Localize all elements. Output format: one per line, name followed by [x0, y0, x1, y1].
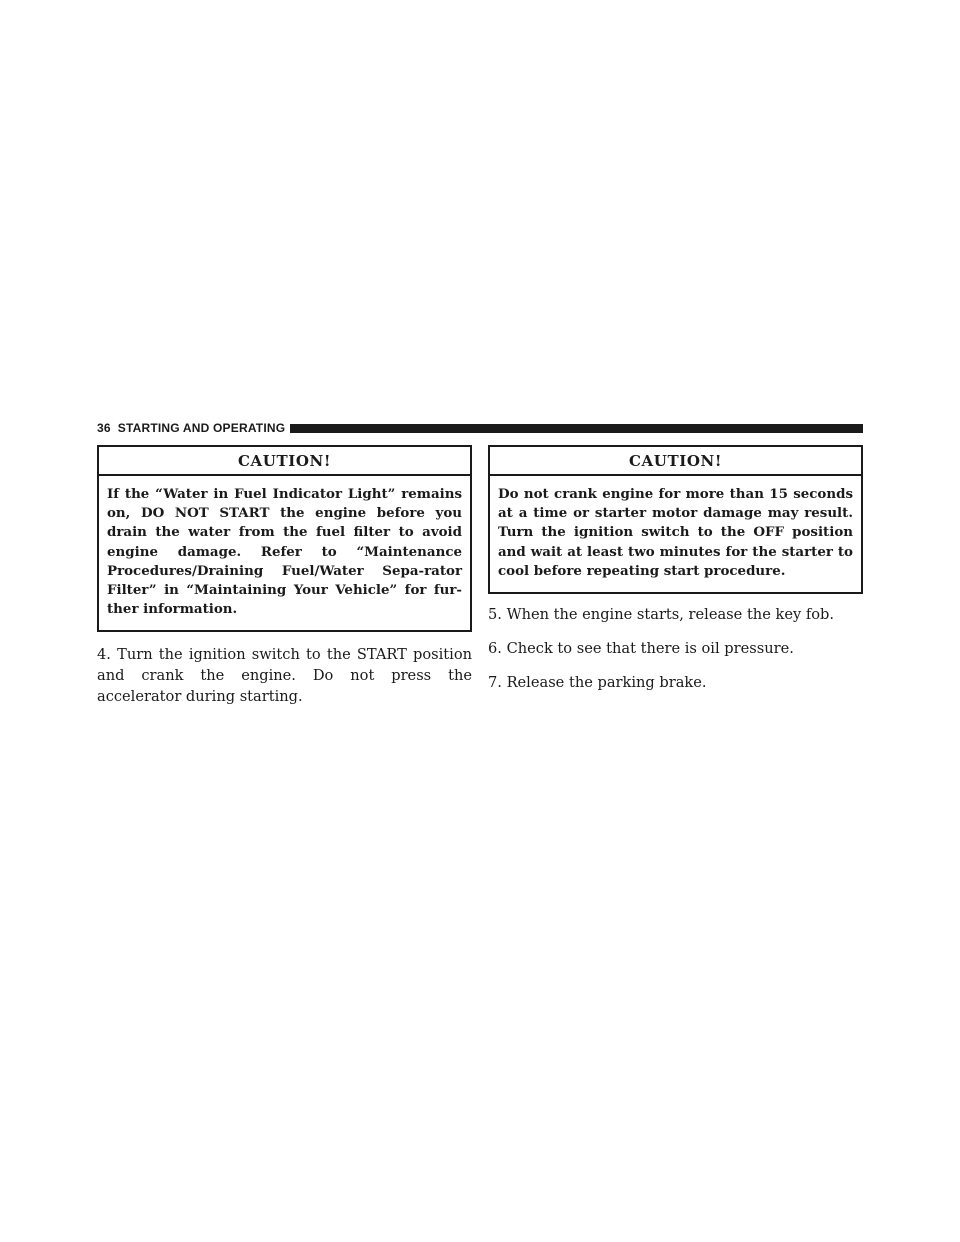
page-number: 36 [97, 421, 111, 435]
left-column [97, 445, 472, 707]
right-column [488, 445, 863, 693]
page-header [97, 419, 863, 437]
step-7-text: 7. Release the parking brake. [488, 674, 707, 692]
caution-title: CAUTION! [490, 447, 861, 476]
header-rule [290, 424, 863, 433]
caution-title: CAUTION! [99, 447, 470, 476]
caution-text: Do not crank engine for more than 15 seconds at a time or starter motor damage may result. Turn the ignition switch to the OFF position and wait at least two minutes for the starter to cool before repeating start procedure. [498, 486, 853, 579]
step-6-text: 6. Check to see that there is oil pressure. [488, 640, 794, 658]
caution-box-cranking [488, 445, 863, 594]
step-4-text: 4. Turn the ignition switch to the START position and crank the engine. Do not press the accelerator during starting. [97, 646, 472, 706]
caution-text: If the “Water in Fuel Indicator Light” remains on, DO NOT START the engine before you drain the water from the fuel filter to avoid engine damage. Refer to “Maintenance Procedures/Draining Fuel/Water Sepa-rator Filter” in “Maintaining Your Vehicle” for fur-ther information. [107, 486, 462, 618]
caution-box-water-in-fuel [97, 445, 472, 632]
section-title: STARTING AND OPERATING [117, 421, 286, 435]
step-5-text: 5. When the engine starts, release the key fob. [488, 606, 835, 624]
